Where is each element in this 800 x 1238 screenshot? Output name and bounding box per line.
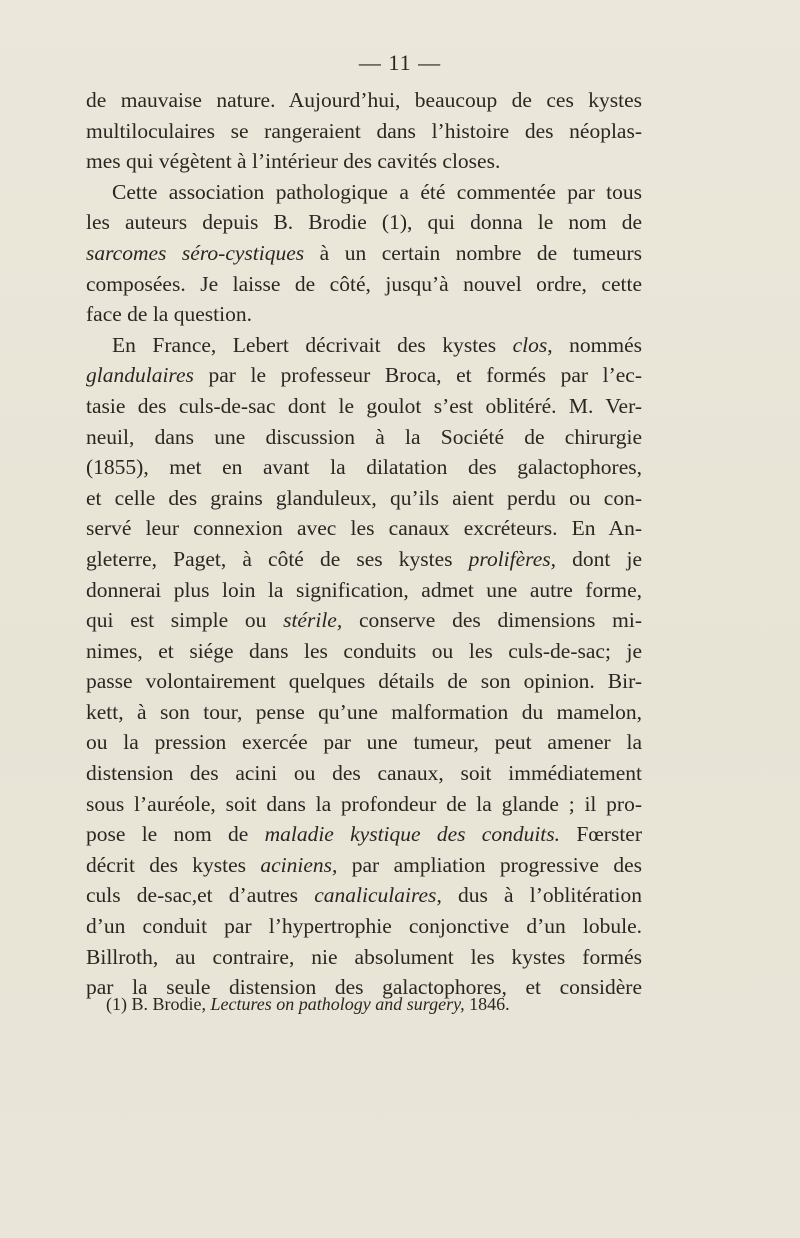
italic-text: prolifères, — [468, 546, 557, 571]
text-run: En France, Lebert décrivait des kystes — [112, 332, 513, 357]
text-run: par la seule distension des galactophores, et considère — [86, 975, 642, 1000]
text-line — [86, 422, 642, 453]
text-line — [86, 391, 642, 422]
text-line — [86, 360, 642, 391]
text-run: (1) B. Brodie, — [106, 994, 211, 1014]
text-run: , dus à l’oblitération — [436, 883, 642, 908]
text-line — [86, 850, 642, 881]
footnote — [106, 992, 510, 1016]
text-run: Fœrster — [560, 822, 642, 847]
text-line — [86, 85, 642, 116]
text-run: multiloculaires se rangeraient dans l’histoire des néoplas- — [86, 118, 642, 143]
text-run: face de la question. — [86, 302, 252, 327]
text-run: par ampliation progressive des — [337, 852, 642, 877]
paragraph — [86, 177, 642, 330]
text-line — [86, 911, 642, 942]
text-run: nimes, et siége dans les conduits ou les culs-de-sac; je — [86, 638, 642, 663]
text-line — [86, 636, 642, 667]
text-line — [86, 513, 642, 544]
text-line — [86, 758, 642, 789]
text-run: distension des acini ou des canaux, soit immédiatement — [86, 761, 642, 786]
text-line — [86, 880, 642, 911]
text-run: ou la pression exercée par une tumeur, peut amener la — [86, 730, 642, 755]
italic-text: glandulaires — [86, 363, 194, 388]
text-line — [86, 727, 642, 758]
text-line — [86, 269, 642, 300]
text-line — [86, 575, 642, 606]
italic-text: clos — [512, 332, 548, 357]
italic-text: maladie kystique des conduits. — [264, 822, 561, 847]
italic-text: canaliculaires — [314, 883, 437, 908]
text-line — [86, 544, 642, 575]
text-run: neuil, dans une discussion à la Société de chirurgie — [86, 424, 642, 449]
text-line — [86, 177, 642, 208]
text-line — [86, 207, 642, 238]
text-run: sous l’auréole, soit dans la profondeur de la glande ; il pro- — [86, 791, 642, 816]
text-run: donnerai plus loin la signification, admet une autre forme, — [86, 577, 642, 602]
text-line — [86, 452, 642, 483]
text-run: Billroth, au contraire, nie absolument les kystes formés — [86, 944, 642, 969]
text-line — [86, 116, 642, 147]
body-text — [86, 85, 642, 1003]
text-line — [86, 605, 642, 636]
text-run: Cette association pathologique a été commentée par tous — [112, 179, 642, 204]
italic-text: Lectures on pathology and surgery, — [210, 994, 465, 1014]
text-line — [86, 299, 642, 330]
italic-text: sarcomes séro-cystiques — [86, 240, 305, 265]
text-line — [86, 697, 642, 728]
italic-text: aciniens, — [260, 852, 338, 877]
text-run: dont je — [556, 546, 642, 571]
text-run: 1846. — [464, 994, 510, 1014]
paragraph — [86, 330, 642, 1003]
text-run: servé leur connexion avec les canaux excréteurs. En An- — [86, 516, 642, 541]
text-run: de mauvaise nature. Aujourd’hui, beaucoup de ces kystes — [86, 88, 642, 112]
text-run: gleterre, Paget, à côté de ses kystes — [86, 546, 469, 571]
text-line — [86, 238, 642, 269]
text-run: tasie des culs-de-sac dont le goulot s’est oblitéré. M. Ver- — [86, 393, 642, 418]
text-run: d’un conduit par l’hypertrophie conjonctive d’un lobule. — [86, 914, 642, 939]
text-run: (1855), met en avant la dilatation des galactophores, — [86, 455, 642, 480]
text-run: passe volontairement quelques détails de son opinion. Bir- — [86, 669, 642, 694]
text-run: les auteurs depuis B. Brodie (1), qui donna le nom de — [86, 210, 642, 235]
text-run: par le professeur Broca, et formés par l’ec- — [193, 363, 642, 388]
text-run: mes qui végètent à l’intérieur des cavités closes. — [86, 149, 501, 174]
text-line — [86, 942, 642, 973]
text-line — [86, 330, 642, 361]
text-line — [86, 789, 642, 820]
text-run: , nommés — [547, 332, 642, 357]
paragraph — [86, 85, 642, 177]
text-run: qui est simple ou — [86, 608, 284, 633]
text-run: et celle des grains glanduleux, qu’ils aient perdu ou con- — [86, 485, 642, 510]
text-run: conserve des dimensions mi- — [342, 608, 642, 633]
text-line — [86, 483, 642, 514]
text-line — [86, 819, 642, 850]
text-run: composées. Je laisse de côté, jusqu’à nouvel ordre, cette — [86, 271, 642, 296]
text-line — [86, 666, 642, 697]
text-run: pose le nom de — [86, 822, 265, 847]
page-number: — 11 — — [358, 50, 442, 75]
text-run: kett, à son tour, pense qu’une malformation du mamelon, — [86, 699, 642, 724]
text-run: décrit des kystes — [86, 852, 261, 877]
text-line — [86, 146, 642, 177]
text-run: culs de-sac,et d’autres — [86, 883, 315, 908]
italic-text: stérile, — [283, 608, 343, 633]
text-run: à un certain nombre de tumeurs — [304, 240, 642, 265]
